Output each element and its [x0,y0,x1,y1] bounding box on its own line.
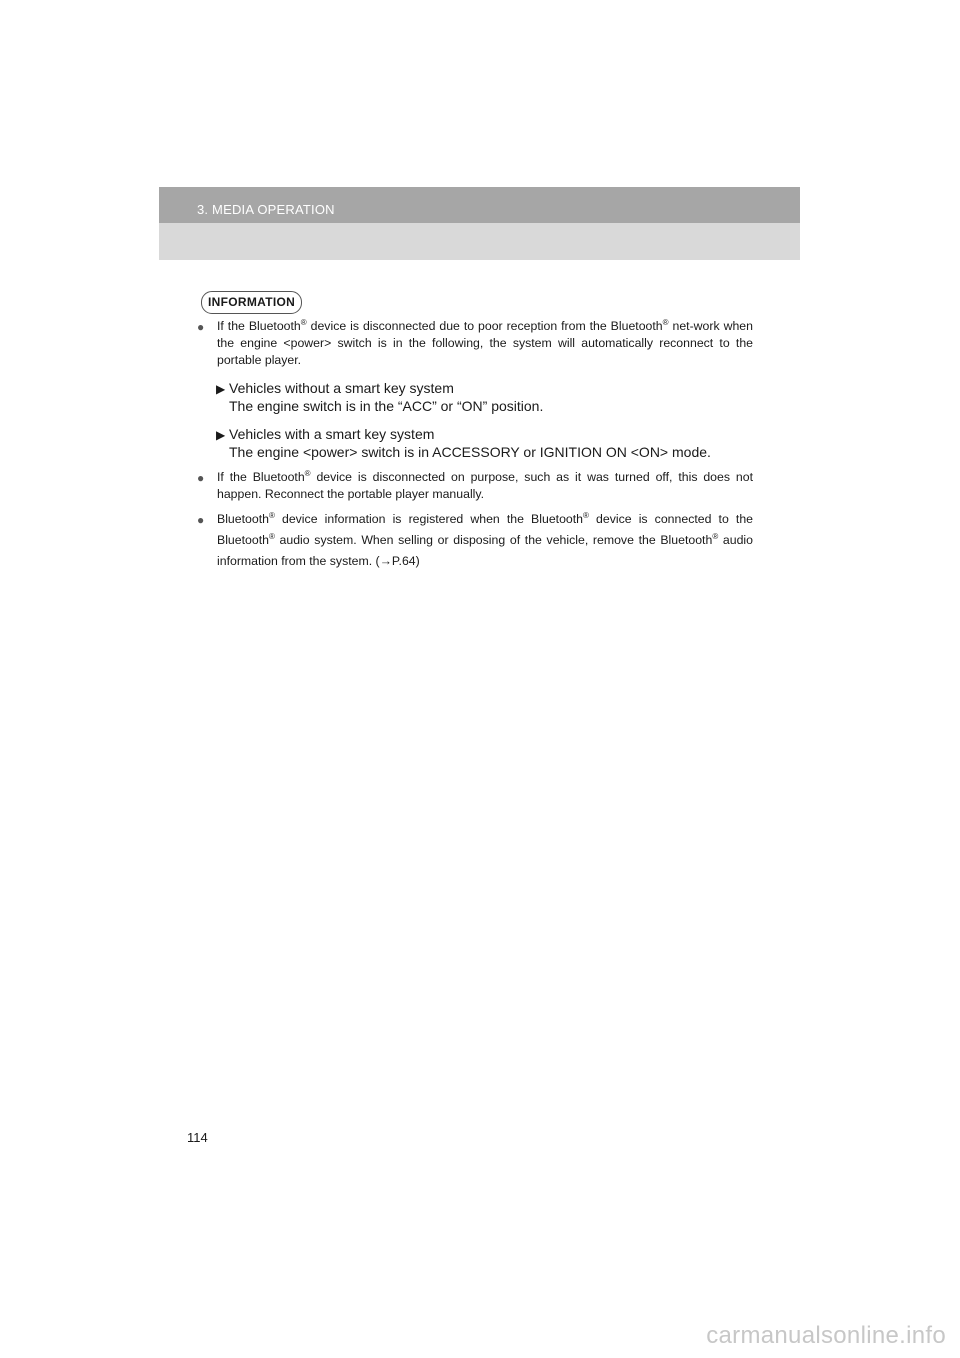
page-number: 114 [187,1130,208,1145]
info-bullet-registration [197,509,753,572]
bullet-text: Bluetooth [217,512,269,526]
info-bullet-reconnect [197,318,753,369]
watermark: carmanualsonline.info [706,1322,946,1349]
triangle-right-icon: ▶ [216,382,226,396]
sub-item-text: The engine <power> switch is in ACCESSORY or IGNITION ON <ON> mode. [229,444,711,460]
bullet-text: device is disconnected on purpose, such as it was turned off, this does not happen. Reconnect the portable player manually. [217,470,753,501]
registered-mark: ® [662,317,669,327]
registered-mark: ® [712,531,719,541]
bullet-dot-icon: ● [197,320,205,334]
sub-item-title: Vehicles with a smart key system [229,426,435,442]
bullet-dot-icon: ● [197,513,205,527]
section-header-band [159,187,800,223]
bullet-text: device information is registered when the Bluetooth [274,512,584,526]
sub-item-with-smart-key [197,425,753,461]
registered-mark: ® [583,510,589,520]
sub-item-text: The engine switch is in the “ACC” or “ON” position. [229,398,544,414]
bullet-text: audio information from the system. (→P.64) [217,533,753,568]
sub-item-without-smart-key [197,379,753,415]
bullet-dot-icon: ● [197,471,205,485]
sub-item-title: Vehicles without a smart key system [229,380,454,396]
bullet-text: device is connected to the Bluetooth [217,512,753,547]
section-title: 3. MEDIA OPERATION [197,202,335,217]
bullet-text: audio system. When selling or disposing of the vehicle, remove the Bluetooth [274,533,713,547]
registered-mark: ® [268,531,275,541]
bullet-text: If the Bluetooth [217,470,305,484]
bullet-text: device is disconnected due to poor reception from the Bluetooth [306,319,663,333]
section-subheader-band [159,223,800,260]
registered-mark: ® [304,468,311,478]
information-content [197,318,753,578]
bullet-text: If the Bluetooth [217,319,301,333]
info-bullet-manual-reconnect [197,469,753,503]
registered-mark: ® [300,317,307,327]
registered-mark: ® [268,510,275,520]
triangle-right-icon: ▶ [216,428,226,442]
bullet-text: net-work when the engine <power> switch is in the following, the system will automatically reconnect to the portable player. [217,319,753,367]
information-label: INFORMATION [201,291,302,314]
